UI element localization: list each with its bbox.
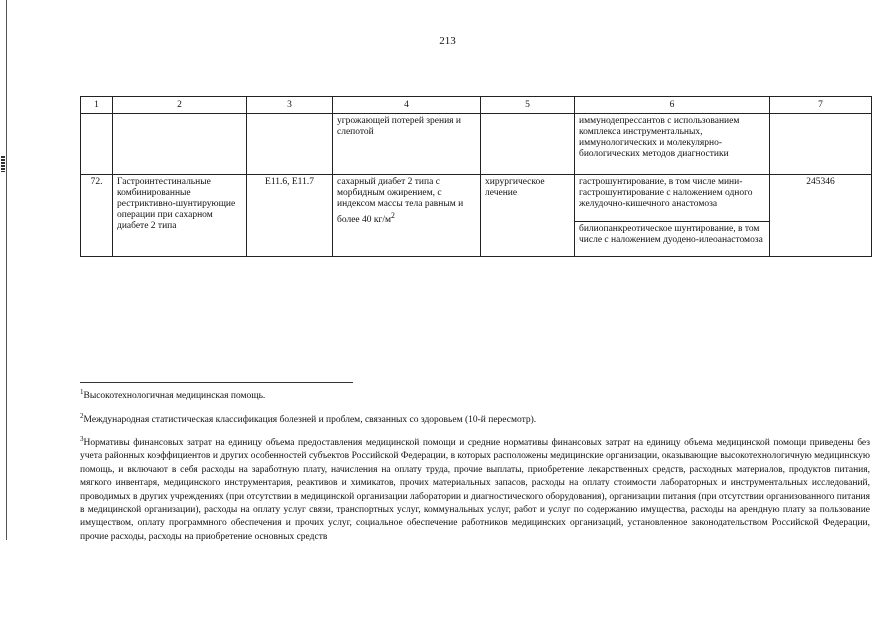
header-row <box>81 97 872 114</box>
method-cell: иммунодепрессантов с использованием комплекса инструментальных, иммунологических и молекулярно-биологических методов диагностики <box>575 114 770 175</box>
column-header: 4 <box>333 97 481 114</box>
table-cell <box>481 114 575 175</box>
table-cell <box>113 114 247 175</box>
column-header: 5 <box>481 97 575 114</box>
row-number-cell: 72. <box>81 175 113 257</box>
procedures-table <box>80 96 872 257</box>
footnote-text: Высокотехнологичная медицинская помощь. <box>83 391 266 401</box>
footnote-text: Международная статистическая классификация болезней и проблем, связанных со здоровьем (10-й пересмотр). <box>83 415 537 425</box>
method-cell: билиопанкреотическое шунтирование, в том числе с наложением дуодено-илеоанастомоза <box>575 222 770 257</box>
cost-cell: 245346 <box>770 175 872 257</box>
column-header: 1 <box>81 97 113 114</box>
icd-code-cell: E11.6, E11.7 <box>247 175 333 257</box>
table-row-72 <box>81 175 872 222</box>
patient-model-cell <box>333 175 481 257</box>
column-header: 2 <box>113 97 247 114</box>
table-cell <box>81 114 113 175</box>
footnote-mark: 3 <box>80 435 84 443</box>
procedure-name-cell: Гастроинтестинальные комбинированные рестриктивно-шунтирующие операции при сахарном диабете 2 типа <box>113 175 247 257</box>
scan-binding-mark <box>1 156 5 172</box>
table-row-continuation <box>81 114 872 175</box>
treatment-type-cell: хирургическое лечение <box>481 175 575 257</box>
footnote-separator <box>80 382 353 383</box>
method-cell: гастрошунтирование, в том числе мини-гастрошунтирование с наложением одного желудочно-кишечного анастомоза <box>575 175 770 222</box>
footnote-1 <box>80 390 870 403</box>
patient-model-text: сахарный диабет 2 типа с морбидным ожирением, с индексом массы тела равным и более 40 кг/м <box>337 177 464 226</box>
column-header: 6 <box>575 97 770 114</box>
table-cell <box>247 114 333 175</box>
page-number: 213 <box>439 35 456 47</box>
footnote-mark: 2 <box>80 412 84 420</box>
table-cell <box>770 114 872 175</box>
footnote-text: Нормативы финансовых затрат на единицу объема предоставления медицинской помощи и средние нормативы финансовых затрат на единицу объема медицинской помощи приведены без учета районных коэффициентов и других особенностей субъектов Российской Федерации, в которых расположены медицинские организации, оказывающие высокотехнологичную медицинскую помощь, и включают в себя расходы на заработную плату, начисления на оплату труда, прочие выплаты, приобретение лекарственных средств, расходных материалов, продуктов питания, мягкого инвентаря, медицинского инструментария, реактивов и химикатов, прочих материальных запасов, расходы на оплату стоимости лабораторных и инструментальных исследований, проводимых в других учреждениях (при отсутствии в медицинской организации лаборатории и диагностического оборудования), организации питания (при отсутствии организованного питания в медицинской организации), расходы на оплату услуг связи, транспортных услуг, коммунальных услуг, работ и услуг по содержанию имущества, расходы на арендную плату за пользование имуществом, оплату программного обеспечения и прочих услуг, социальное обеспечение работников медицинских организаций, установленное законодательством Российской Федерации, прочие расходы, расходы на приобретение основных средств <box>80 438 870 542</box>
model-cell: угрожающей потерей зрения и слепотой <box>333 114 481 175</box>
footnote-2 <box>80 414 870 427</box>
footnote-3 <box>80 437 870 544</box>
column-header: 3 <box>247 97 333 114</box>
scan-edge-line <box>6 0 7 540</box>
patient-model-superscript: 2 <box>391 211 395 220</box>
footnote-mark: 1 <box>80 388 84 396</box>
column-header: 7 <box>770 97 872 114</box>
